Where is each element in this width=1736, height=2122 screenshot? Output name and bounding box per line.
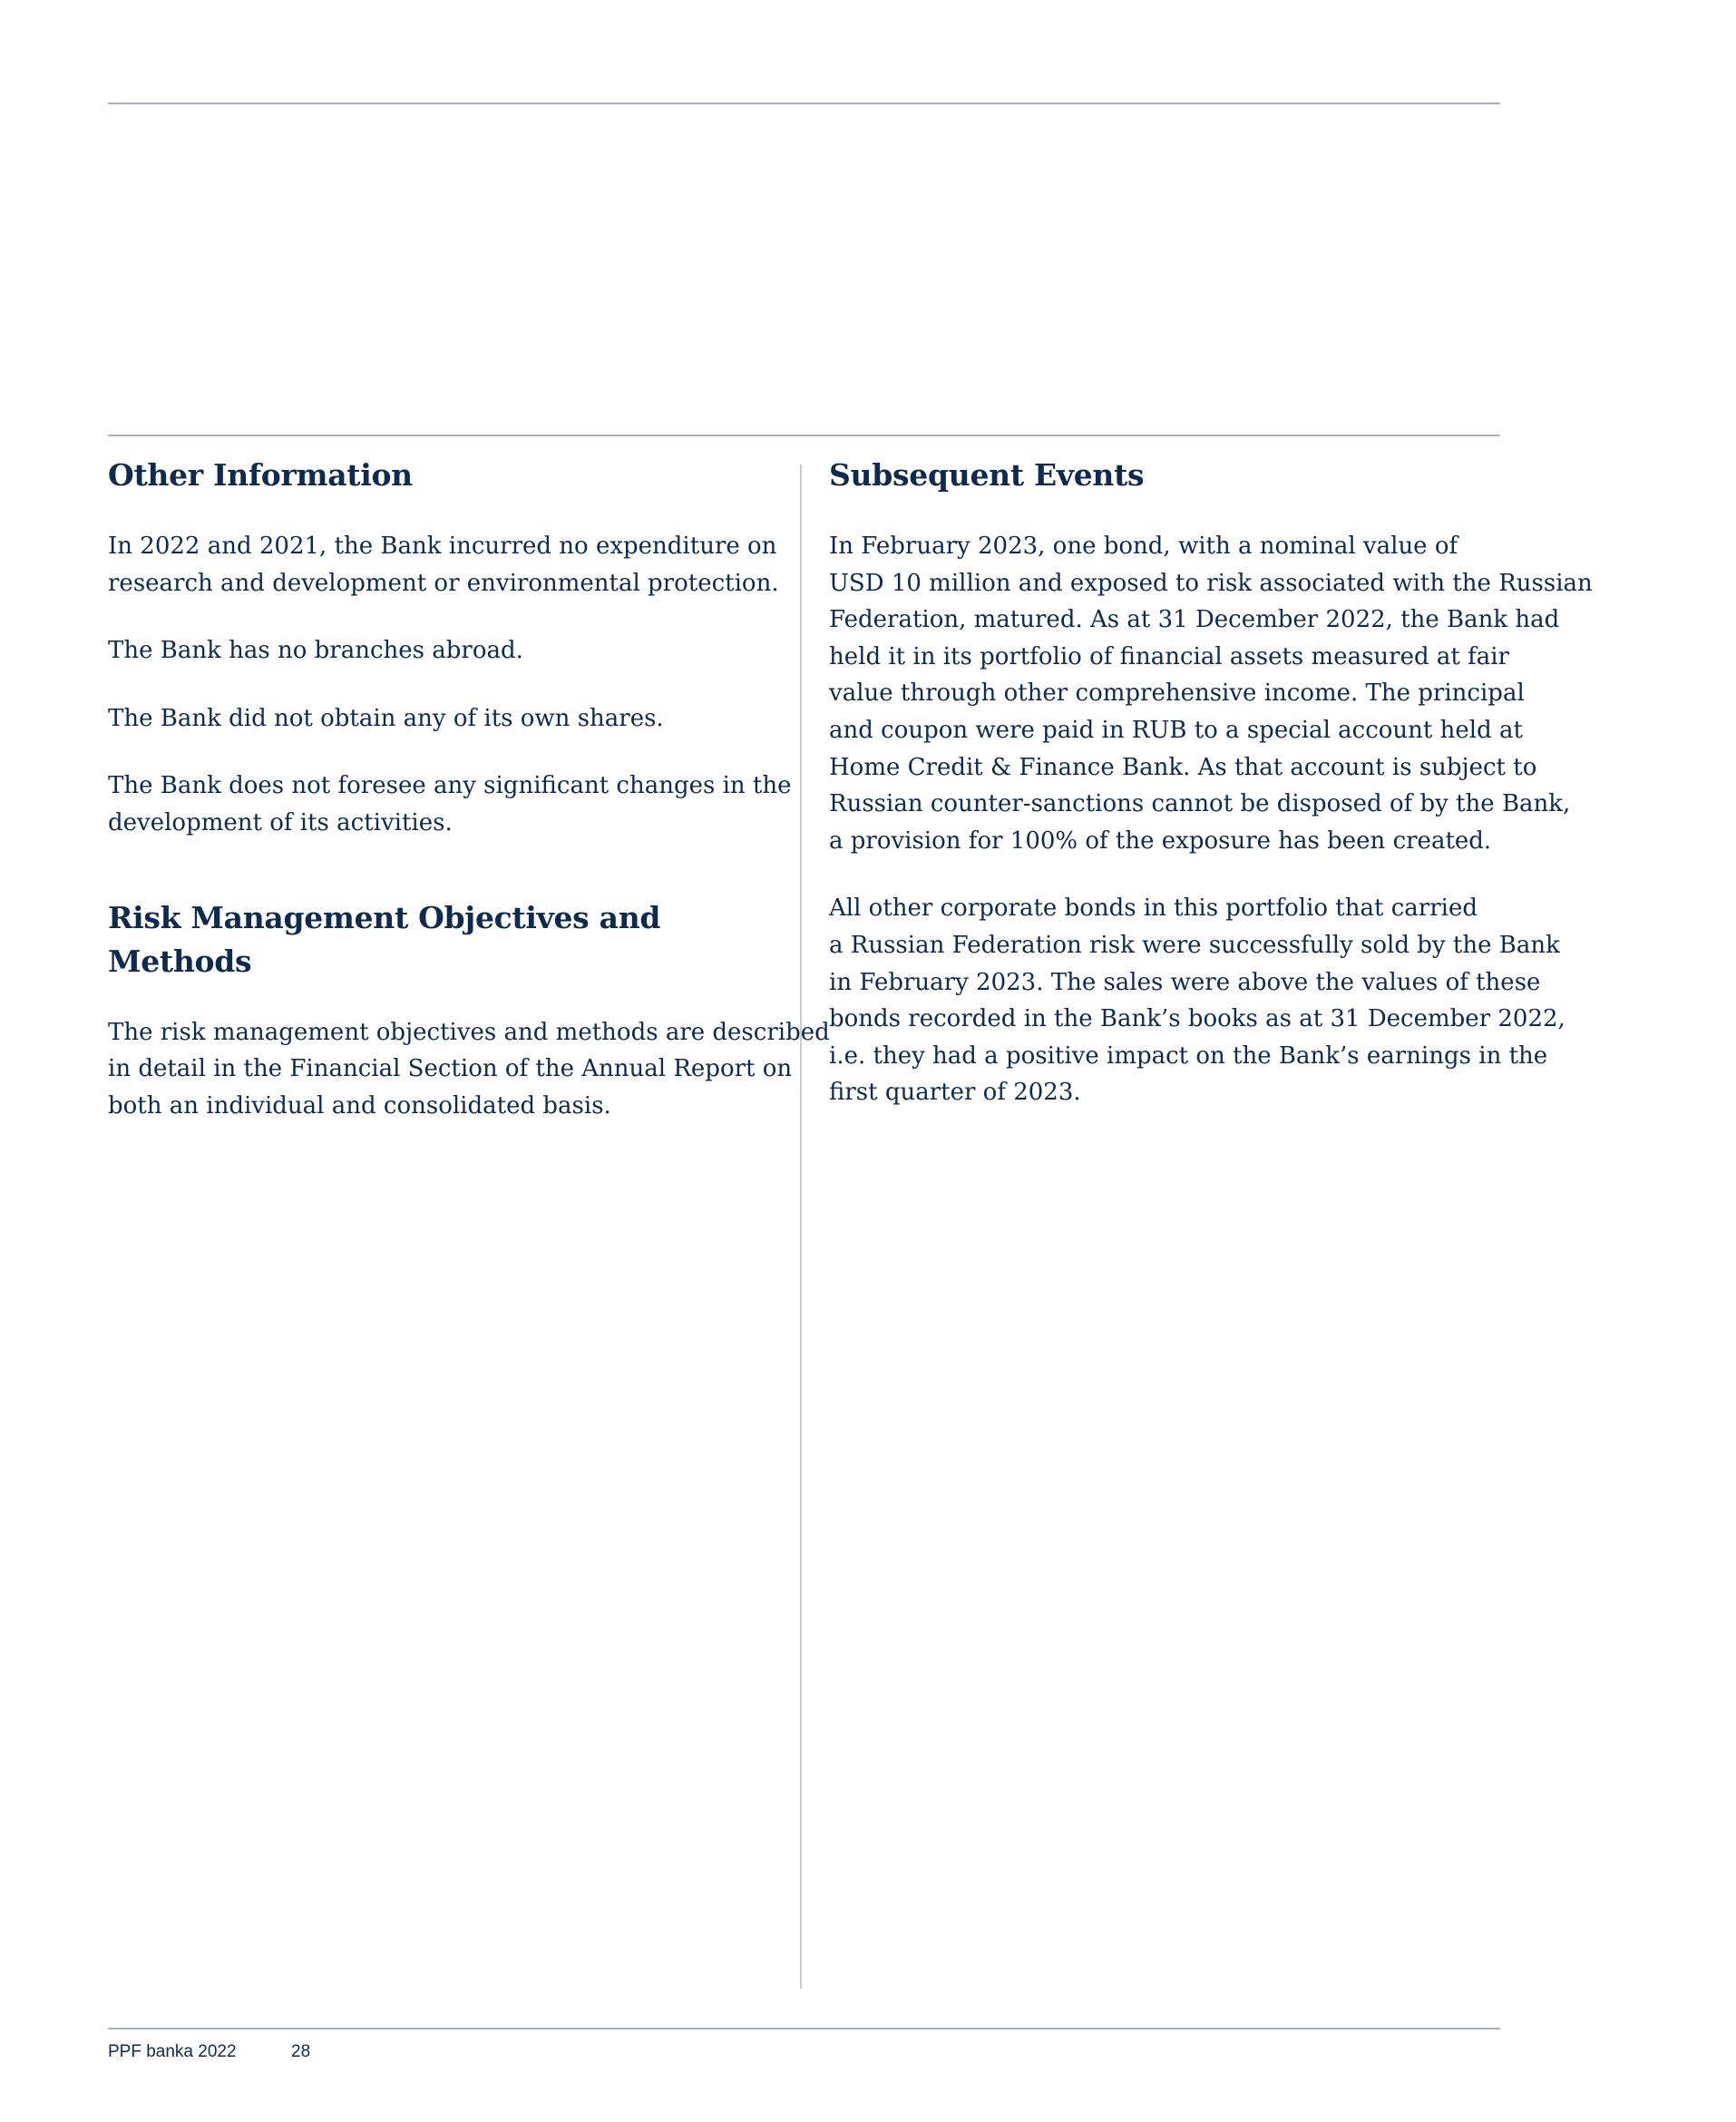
left-column	[108, 454, 830, 1124]
page-footer	[108, 2042, 311, 2062]
other-information-heading: Other Information	[108, 457, 413, 493]
page-number: 28	[291, 2042, 311, 2061]
text-line: bonds recorded in the Bank’s books as at 31 December 2022,	[829, 1005, 1565, 1033]
other-information-section	[108, 454, 792, 842]
text-line: Federation, matured. As at 31 December 2022, the Bank had	[829, 606, 1560, 634]
paragraph	[829, 528, 1593, 859]
text-line: held it in its portfolio of financial assets measured at fair	[829, 642, 1509, 670]
text-line: development of its activities.	[108, 808, 453, 836]
text-line: Home Credit & Finance Bank. As that account is subject to	[829, 753, 1537, 781]
text-line: The Bank does not foresee any significant changes in the	[108, 772, 792, 800]
text-line: In February 2023, one bond, with a nominal value of	[829, 533, 1458, 560]
section-rule	[108, 435, 1500, 436]
paragraph	[108, 700, 775, 738]
text-line: research and development or environmental protection.	[108, 569, 779, 597]
text-line: first quarter of 2023.	[829, 1079, 1081, 1107]
right-column	[829, 454, 1593, 1111]
report-name: PPF banka 2022	[108, 2042, 237, 2061]
paragraph	[108, 768, 792, 841]
paragraph	[108, 632, 775, 670]
text-line: The Bank did not obtain any of its own shares.	[108, 704, 664, 732]
text-line: value through other comprehensive income. The principal	[829, 680, 1525, 708]
risk-management-section	[108, 896, 830, 1125]
text-line: a provision for 100% of the exposure has been created.	[829, 826, 1492, 855]
text-line: All other corporate bonds in this portfolio that carried	[829, 895, 1478, 923]
footer-rule	[108, 2028, 1500, 2029]
top-rule	[108, 103, 1500, 104]
text-line: both an individual and consolidated basis.	[108, 1091, 611, 1120]
text-line: USD 10 million and exposed to risk associated with the Russian	[829, 569, 1593, 597]
text-line: in February 2023. The sales were above the values of these	[829, 968, 1541, 996]
risk-management-heading: Risk Management Objectives and Methods	[108, 899, 661, 979]
paragraph	[108, 1014, 830, 1125]
text-line: a Russian Federation risk were successfully sold by the Bank	[829, 931, 1560, 959]
text-line: and coupon were paid in RUB to a special account held at	[829, 716, 1523, 744]
text-line: in detail in the Financial Section of the Annual Report on	[108, 1055, 793, 1083]
paragraph	[829, 890, 1565, 1111]
subsequent-events-section	[829, 454, 1593, 1111]
subsequent-events-heading: Subsequent Events	[829, 457, 1145, 493]
text-line: Russian counter-sanctions cannot be disposed of by the Bank,	[829, 790, 1571, 818]
text-line: The Bank has no branches abroad.	[108, 637, 523, 665]
text-line: The risk management objectives and methods are described	[108, 1018, 830, 1046]
text-line: In 2022 and 2021, the Bank incurred no expenditure on	[108, 533, 777, 560]
column-divider	[800, 464, 802, 1989]
paragraph	[108, 528, 779, 601]
text-line: i.e. they had a positive impact on the Bank’s earnings in the	[829, 1041, 1548, 1070]
